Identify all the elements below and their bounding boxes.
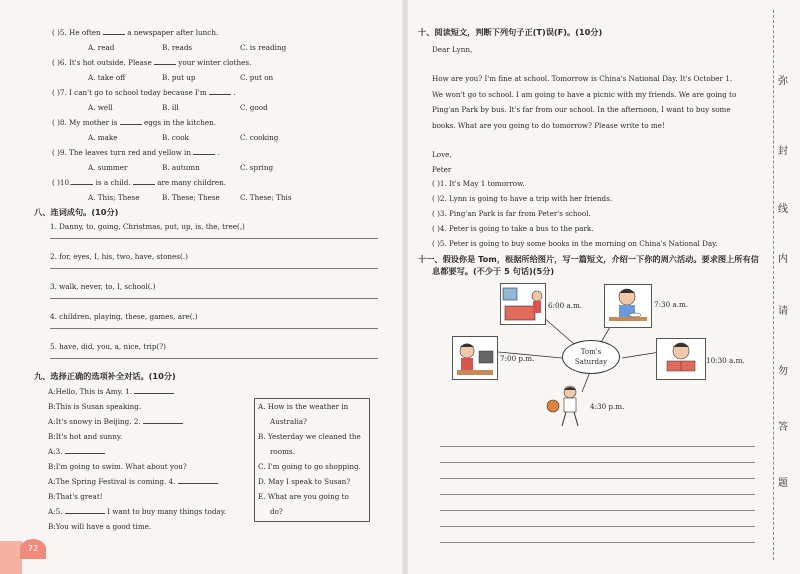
mc-option[interactable]: A. well <box>88 103 113 112</box>
tf-item <box>432 194 612 203</box>
hub-line-1: Tom's <box>580 348 602 356</box>
dialogue-line <box>48 507 226 516</box>
tf-item <box>432 239 718 248</box>
letter-greeting: Dear Lynn, <box>432 45 473 54</box>
question-text: your winter clothes. <box>176 58 252 67</box>
speaker: A: <box>48 387 56 396</box>
page-fold <box>402 0 408 574</box>
answer-blank[interactable] <box>143 417 183 424</box>
ordering-item: 3. walk, never, to, I, school(.) <box>50 282 156 291</box>
picture-watching-tv <box>452 336 498 380</box>
writing-line[interactable] <box>440 542 755 543</box>
option-text: rooms. <box>270 447 295 456</box>
answer-blank[interactable] <box>193 148 215 155</box>
answer-paren[interactable]: ( <box>432 179 438 188</box>
mc-option[interactable]: B. These; These <box>162 193 220 202</box>
dialogue-line <box>48 462 187 471</box>
dialogue-text: Hello, This is Amy. 1. <box>55 387 135 396</box>
dialogue-text: I want to buy many things today. <box>104 507 227 516</box>
question-text: a newspaper after lunch. <box>124 28 219 37</box>
answer-paren[interactable]: ( <box>432 209 438 218</box>
writing-line[interactable] <box>440 446 755 447</box>
tf-item <box>432 209 591 218</box>
dialogue-text: That's great! <box>55 492 103 501</box>
speaker: A: <box>48 447 56 456</box>
mc-option[interactable]: B. ill <box>162 103 179 112</box>
tf-text: )2. Lynn is going to have a trip with her friends. <box>437 194 613 203</box>
tf-text: )4. Peter is going to take a bus to the park. <box>437 224 594 233</box>
option-text: D. May I speak to Susan? <box>258 477 351 486</box>
mc-question <box>52 148 220 157</box>
question-number: )7. <box>57 88 67 97</box>
mc-option[interactable]: C. These; This <box>240 193 292 202</box>
question-text: It's hot outside. Please <box>66 58 155 67</box>
question-text: . <box>215 148 220 157</box>
answer-line[interactable] <box>50 298 378 299</box>
tf-text: )1. It's May 1 tomorrow. <box>437 179 525 188</box>
mc-option[interactable]: C. good <box>240 103 268 112</box>
mc-option[interactable]: A. summer <box>88 163 128 172</box>
dialogue-line <box>48 432 122 441</box>
speaker: A: <box>48 507 56 516</box>
dialogue-text: This is Susan speaking. <box>55 402 142 411</box>
answer-blank[interactable] <box>209 88 231 95</box>
question-text: is a child. <box>93 178 133 187</box>
seal-char: 弥 <box>778 72 788 87</box>
mc-question <box>52 88 236 97</box>
answer-paren[interactable]: ( <box>52 88 58 97</box>
seal-char: 封 <box>778 142 788 157</box>
answer-paren[interactable]: ( <box>52 58 58 67</box>
time-label-5: 7:00 p.m. <box>500 354 535 363</box>
letter-line: We won't go to school. I am going to have a picnic with my friends. We are going to <box>432 89 737 99</box>
speaker: A: <box>48 477 56 486</box>
letter-line: How are you? I'm fine at school. Tomorrow is China's National Day. It's October 1. <box>432 74 733 83</box>
dialogue-text: 5. <box>55 507 65 516</box>
mc-option[interactable]: B. put up <box>162 73 196 82</box>
section-8-title: 八、连词成句。(10分) <box>34 207 119 217</box>
mc-option[interactable]: A. take off <box>88 73 126 82</box>
dialogue-text: 3. <box>55 447 65 456</box>
tf-text: )3. Ping'an Park is far from Peter's school. <box>437 209 591 218</box>
mc-option[interactable]: A. This; These <box>88 193 140 202</box>
question-number: )5. <box>57 28 67 37</box>
mc-question <box>52 178 226 187</box>
writing-line[interactable] <box>440 462 755 463</box>
mc-option[interactable]: B. cook <box>162 133 189 142</box>
speaker: B: <box>48 432 56 441</box>
answer-blank[interactable] <box>154 58 176 65</box>
mc-question <box>52 28 218 37</box>
answer-blank[interactable] <box>65 507 105 514</box>
option-text: do? <box>270 507 283 516</box>
section-10-title: 十、阅读短文，判断下列句子正(T)误(F)。(10分) <box>418 27 603 37</box>
page-corner-decoration <box>0 541 22 574</box>
ordering-item: 2. for, eyes, I, his, two, have, stones(.) <box>50 252 188 261</box>
question-number: )9. <box>57 148 67 157</box>
picture-breakfast <box>604 284 652 328</box>
dialogue-line <box>48 402 141 411</box>
question-text: are many children. <box>154 178 226 187</box>
page-number: 72 <box>20 539 46 559</box>
mc-option[interactable]: C. is reading <box>240 43 287 52</box>
time-label-3: 10:30 a.m. <box>706 356 745 365</box>
mc-option[interactable]: C. spring <box>240 163 274 172</box>
answer-paren[interactable]: ( <box>52 148 58 157</box>
answer-paren[interactable]: ( <box>432 239 438 248</box>
ordering-item: 1. Danny, to, going, Christmas, put, up, is, the, tree(,) <box>50 222 245 231</box>
letter-closing: Love, <box>432 150 452 159</box>
mc-option[interactable]: B. reads <box>162 43 193 52</box>
mc-option[interactable]: A. make <box>88 133 118 142</box>
answer-paren[interactable]: ( <box>432 224 438 233</box>
answer-blank[interactable] <box>133 178 155 185</box>
answer-blank[interactable] <box>134 387 174 394</box>
dialogue-text: It's hot and sunny. <box>55 432 123 441</box>
letter-line: books. What are you going to do tomorrow? Please write to me! <box>432 120 665 130</box>
answer-paren[interactable]: ( <box>52 118 58 127</box>
writing-line[interactable] <box>440 478 755 479</box>
question-text: . <box>230 88 236 97</box>
answer-paren[interactable]: ( <box>52 28 58 37</box>
dialogue-text: It's snowy in Beijing. 2. <box>55 417 143 426</box>
answer-line[interactable] <box>50 268 378 269</box>
dialogue-text: The Spring Festival is coming. 4. <box>55 477 178 486</box>
writing-line[interactable] <box>440 526 755 527</box>
dialogue-line <box>48 417 183 426</box>
question-text: He often <box>66 28 103 37</box>
answer-line[interactable] <box>50 328 378 329</box>
picture-basketball <box>544 384 586 428</box>
dialogue-text: I'm going to swim. What about you? <box>55 462 187 471</box>
option-text: Australia? <box>270 417 307 426</box>
mc-option[interactable]: A. read <box>88 43 115 52</box>
section-11-title-line2: 息都要写。(不少于 5 句话)(5分) <box>432 266 555 276</box>
speaker: B: <box>48 402 56 411</box>
tf-text: )5. Peter is going to buy some books in the morning on China's National Day. <box>437 239 718 248</box>
option-text: B. Yesterday we cleaned the <box>258 432 361 441</box>
tf-item <box>432 179 525 188</box>
seal-char: 请 <box>778 302 788 317</box>
time-label-1: 6:00 a.m. <box>548 301 583 310</box>
writing-line[interactable] <box>440 510 755 511</box>
option-text: C. I'm going to go shopping. <box>258 462 361 471</box>
tf-item <box>432 224 594 233</box>
answer-blank[interactable] <box>120 118 142 125</box>
mc-option[interactable]: C. put on <box>240 73 274 82</box>
question-text: I can't go to school today because I'm <box>66 88 209 97</box>
speaker: B: <box>48 492 56 501</box>
answer-line[interactable] <box>50 238 378 239</box>
seal-char: 答 <box>778 418 788 433</box>
dialogue-line <box>48 477 218 486</box>
question-number: )10. <box>57 178 72 187</box>
mc-question <box>52 118 216 127</box>
answer-paren[interactable]: ( <box>52 178 58 187</box>
speaker: B: <box>48 462 56 471</box>
section-9-title: 九、选择正确的选项补全对话。(10分) <box>34 371 176 381</box>
mc-option[interactable]: C. cooking <box>240 133 279 142</box>
seal-char: 线 <box>778 200 788 215</box>
seal-dashed-line <box>773 10 774 560</box>
hub-line-2: Saturday <box>574 358 608 366</box>
dialogue-line <box>48 492 103 501</box>
speaker: B: <box>48 522 56 531</box>
answer-paren[interactable]: ( <box>432 194 438 203</box>
ordering-item: 4. children, playing, these, games, are(.) <box>50 312 198 321</box>
seal-char: 勿 <box>778 362 788 377</box>
time-label-4: 4:30 p.m. <box>590 402 625 411</box>
dialogue-line <box>48 387 174 396</box>
question-number: )6. <box>57 58 67 67</box>
answer-blank[interactable] <box>103 28 125 35</box>
question-number: )8. <box>57 118 67 127</box>
speaker: A: <box>48 417 56 426</box>
dialogue-line <box>48 522 151 531</box>
option-text: E. What are you going to <box>258 492 349 501</box>
picture-cleaning-room <box>500 283 546 325</box>
question-text: eggs in the kitchen. <box>141 118 217 127</box>
letter-line: Ping'an Park by bus. It's far from our school. In the afternoon, I want to buy some <box>432 105 731 114</box>
option-text: A. How is the weather in <box>258 402 349 411</box>
answer-blank[interactable] <box>178 477 218 484</box>
answer-blank[interactable] <box>65 447 105 454</box>
question-text: My mother is <box>66 118 120 127</box>
section-11-title: 十一、假设你是 Tom，根据所给图片，写一篇短文，介绍一下你的周六活动。要求图上所有信 <box>418 254 759 264</box>
seal-char: 题 <box>778 474 788 489</box>
question-text: The leaves turn red and yellow in <box>66 148 194 157</box>
seal-char: 内 <box>778 250 788 265</box>
dialogue-line <box>48 447 105 456</box>
mc-question <box>52 58 251 67</box>
dialogue-text: You will have a good time. <box>55 522 152 531</box>
picture-reading-book <box>656 338 706 380</box>
ordering-item: 5. have, did, you, a, nice, trip(?) <box>50 342 166 351</box>
letter-signature: Peter <box>432 165 452 174</box>
tom-saturday-hub <box>562 340 620 374</box>
mc-option[interactable]: B. autumn <box>162 163 200 172</box>
time-label-2: 7:30 a.m. <box>654 300 689 309</box>
answer-line[interactable] <box>50 358 378 359</box>
writing-line[interactable] <box>440 494 755 495</box>
answer-blank[interactable] <box>71 178 93 185</box>
